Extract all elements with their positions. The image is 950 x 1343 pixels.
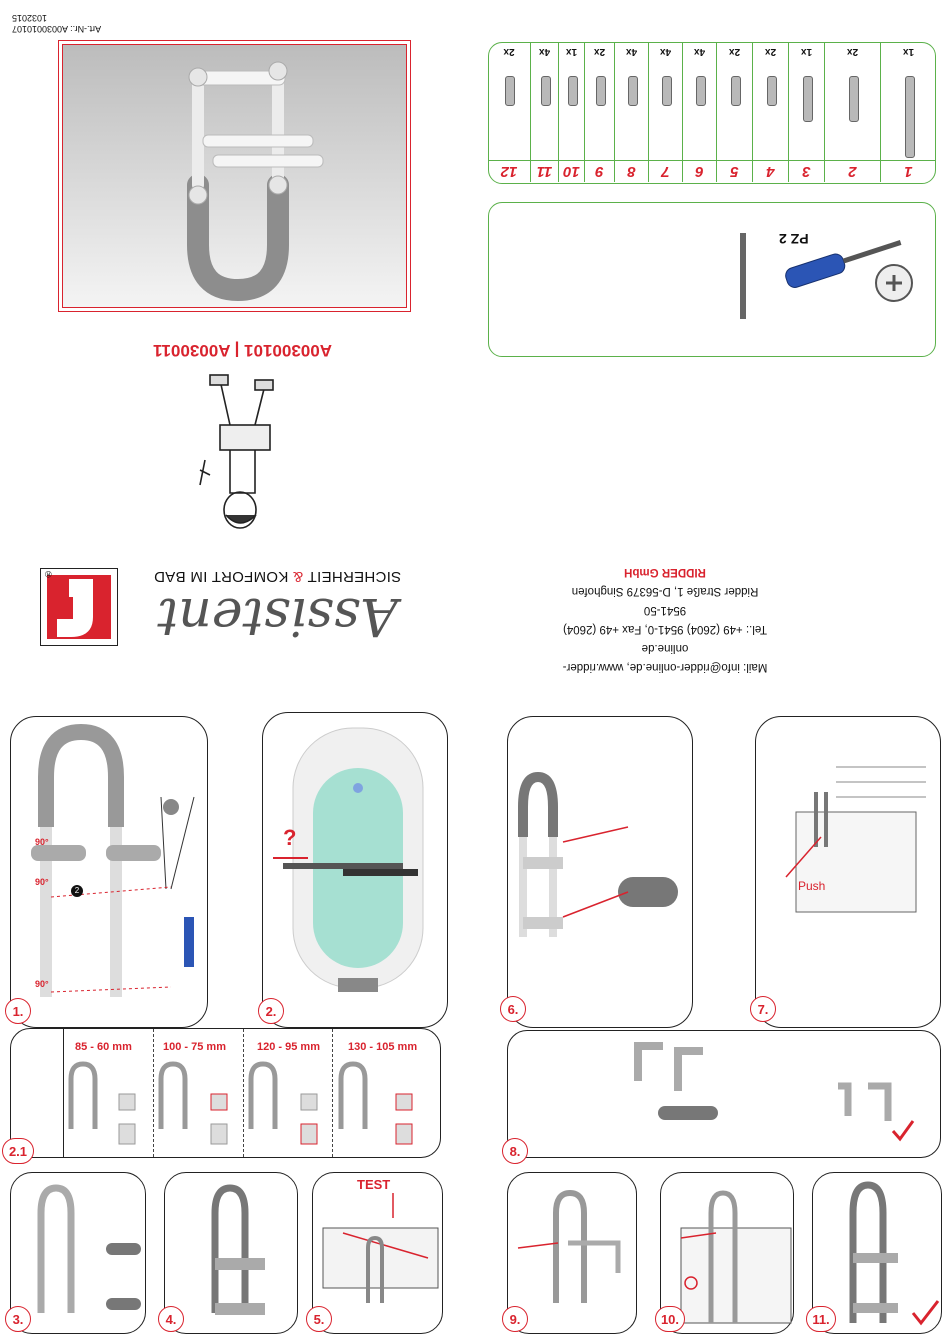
part-number-3: 3 — [802, 163, 811, 180]
step-badge-2-1: 2.1 — [2, 1138, 34, 1164]
tagline-part2: KOMFORT IM BAD — [153, 568, 289, 585]
step-badge-4: 4. — [158, 1306, 184, 1332]
part-qty-10: 1x — [565, 46, 578, 57]
angle-label-3: 90° — [35, 979, 49, 989]
step-badge-11: 11. — [806, 1306, 836, 1332]
part-qty-4: 2x — [764, 46, 777, 57]
part-qty-11: 4x — [538, 46, 551, 57]
tools-box — [488, 202, 936, 357]
hex-key-icon — [568, 76, 578, 106]
step8-illustration — [508, 1031, 942, 1159]
part-qty-8: 4x — [625, 46, 638, 57]
step-badge-10: 10. — [655, 1306, 685, 1332]
push-label: Push — [798, 879, 826, 893]
bit-icon — [740, 233, 746, 319]
panel-step-2 — [262, 712, 448, 1028]
step-badge-2: 2. — [258, 998, 284, 1024]
part-cell-4 — [752, 42, 788, 182]
angle-label-1: 90° — [35, 837, 49, 847]
part-number-2: 2 — [848, 163, 857, 180]
part-number-11: 11 — [536, 163, 553, 180]
step7-illustration — [756, 717, 942, 1029]
panel-step-4 — [164, 1172, 298, 1334]
screwdriver-label: PZ 2 — [779, 231, 809, 247]
part-number-10: 10 — [563, 163, 580, 180]
panel-step-6 — [507, 716, 693, 1028]
range-label-3: 120 - 95 mm — [257, 1041, 320, 1053]
tagline-part1: SICHERHEIT — [307, 568, 402, 585]
part-cell-9 — [584, 42, 614, 182]
product-codes: A00300101 | A0030011 — [153, 341, 333, 360]
product-photo-frame — [58, 40, 411, 312]
allen-key-icon — [849, 76, 859, 122]
nut-icon — [696, 76, 706, 106]
part-number-7: 7 — [661, 163, 670, 180]
part-cell-1 — [880, 42, 936, 182]
panel-step-8 — [507, 1030, 941, 1158]
test-label: TEST — [357, 1177, 391, 1192]
panel-step-5 — [312, 1172, 443, 1334]
marker-2: 2 — [71, 885, 83, 897]
part-cell-10 — [558, 42, 584, 182]
pin-icon — [505, 76, 515, 106]
panel-step-9 — [507, 1172, 637, 1334]
range-label-4: 130 - 105 mm — [348, 1041, 418, 1053]
angle-label-2: 90° — [35, 877, 49, 887]
cap-icon — [731, 76, 741, 106]
company-street: Ridder Straße 1, D-56379 Singhofen — [571, 585, 759, 597]
part-cell-7 — [648, 42, 682, 182]
range-label-2: 100 - 75 mm — [163, 1041, 226, 1053]
panel-step-3 — [10, 1172, 146, 1334]
brand-tagline — [125, 568, 430, 585]
part-number-8: 8 — [627, 163, 636, 180]
part-qty-9: 2x — [593, 46, 606, 57]
range-illustrations — [11, 1029, 442, 1159]
step6-illustration — [508, 717, 694, 1029]
part-qty-6: 4x — [693, 46, 706, 57]
tube-icon — [767, 76, 777, 106]
doc-code: 1032015 — [12, 13, 48, 23]
screw-icon — [541, 76, 551, 106]
bathtub-top-view-illustration — [263, 713, 449, 1029]
bolt-icon — [596, 76, 606, 106]
step3-illustration — [11, 1173, 147, 1335]
article-number-block — [12, 12, 122, 34]
clamp-plate-icon — [803, 76, 813, 122]
step-badge-3: 3. — [5, 1306, 31, 1332]
part-number-9: 9 — [595, 163, 604, 180]
grab-rail-icon — [905, 76, 915, 158]
part-number-1: 1 — [904, 163, 913, 180]
step-badge-1: 1. — [5, 998, 31, 1024]
part-cell-11 — [530, 42, 558, 182]
panel-step-7 — [755, 716, 941, 1028]
panel-step-2-1 — [10, 1028, 441, 1158]
product-photo — [62, 44, 407, 308]
registered-mark: ® — [45, 569, 52, 579]
range-label-1: 85 - 60 mm — [75, 1041, 132, 1053]
part-number-12: 12 — [500, 163, 518, 180]
step9-illustration — [508, 1173, 638, 1335]
step-badge-6: 6. — [500, 996, 526, 1022]
part-qty-2: 2x — [846, 46, 859, 57]
ridder-logo-icon — [41, 569, 119, 647]
part-qty-5: 2x — [728, 46, 741, 57]
tools-illustration — [489, 203, 937, 358]
part-cell-5 — [716, 42, 752, 182]
part-cell-6 — [682, 42, 716, 182]
plug-icon — [628, 76, 638, 106]
part-qty-12: 2x — [503, 46, 515, 57]
parts-row — [488, 42, 936, 184]
part-number-6: 6 — [695, 163, 704, 180]
company-tel: Tel.: +49 (2604) 9541-0, Fax +49 (2604) 9541-50 — [563, 604, 767, 635]
part-qty-7: 4x — [659, 46, 672, 57]
company-mail: Mail: info@ridder-online.de, www.ridder-online.de — [562, 642, 768, 673]
step5-illustration — [313, 1173, 444, 1335]
script-logo: Assistent — [157, 586, 398, 646]
step-badge-5: 5. — [306, 1306, 332, 1332]
company-address — [560, 562, 770, 676]
handyman-cartoon-icon — [200, 375, 300, 535]
part-cell-8 — [614, 42, 648, 182]
part-number-4: 4 — [766, 163, 775, 180]
step-badge-8: 8. — [502, 1138, 528, 1164]
brand-logo — [40, 568, 118, 646]
part-cell-3 — [788, 42, 824, 182]
grab-rail-product-image — [63, 45, 408, 309]
tagline-amp: & — [292, 568, 304, 585]
sleeve-icon — [662, 76, 672, 106]
part-number-5: 5 — [730, 163, 739, 180]
art-nr: Art.-Nr.: A0030010107 — [12, 24, 102, 34]
step4-illustration — [165, 1173, 299, 1335]
part-cell-12 — [488, 42, 530, 182]
step-badge-7: 7. — [750, 996, 776, 1022]
part-qty-3: 1x — [800, 46, 813, 57]
panel-step-1 — [10, 716, 208, 1028]
question-mark: ? — [283, 825, 297, 850]
step-badge-9: 9. — [502, 1306, 528, 1332]
part-qty-1: 1x — [902, 46, 915, 57]
company-name: RIDDER GmbH — [624, 566, 706, 578]
part-cell-2 — [824, 42, 880, 182]
